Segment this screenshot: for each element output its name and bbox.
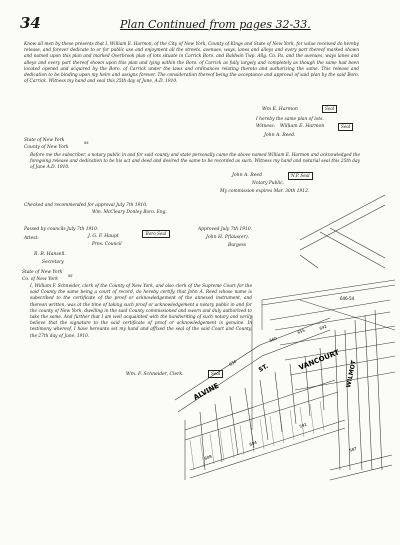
attest-label: Attest: [24,236,39,241]
owner-signature: Wm E. Harmon [262,107,298,112]
witness-name: John A. Reed. [264,133,296,138]
approved-date: Approved July 7th 1910. [198,227,253,232]
clerk-state: State of New York [22,270,63,275]
witness-signature: William E. Harmon [280,124,325,129]
lot-number: 634 [228,358,238,367]
street-label-alvine: ALVINE [192,381,221,402]
lot-number: 646-54 [340,296,355,301]
ack-paragraph: Before me the subscriber, a notary public in and for said county and state personally came the above named William E. Harmon and acknowledged the foregoing release and dedication to be his act and deed and desired the same to be recorded as such. Witness my hand and notarial seal this 25th day of June A.D. 1910. [30,153,360,171]
notary-seal: N.P. Seal [288,172,313,180]
ack-ss: ss [84,141,89,146]
engineer-signature: Wm. McCleary Donley Boro. Eng. [92,210,167,215]
checked-recommended: Checked and recommended for approval July 7th 1910. [24,203,148,208]
dedication-paragraph: Know all men by these presents that I, William E. Harmon, of the City of New York, County of Kings and State of New York, for value received do hereby release, and forever dedicate to or for public use and enjoyment all the streets, avenues, ways, lanes and alleys and every part thereof marked shown and named upon this plan and marked Overbrook plan of lots situate in Carrick Boro. and Baldwin Twp. Allg. Co. Pa. and the avenues, ways lanes and alleys and every part thereof shown upon this plan and lying within the Boro. of Carrick as fully largely and completely as though the same had been located opened and acquired by the Boro. of Carrick under the laws and ordinances relating thereto and authorizing the same. This release and dedication to be binding upon my heirs and assigns forever. The consideration thereof being the acceptance and approval of said plan by the said Boro. of Carrick. Witness my hand and seal this 25th day of June, A.D. 1910. [24,42,359,85]
secretary-title: Secretary [42,260,64,265]
passed-by-councils: Passed by councils July 7th 1910. [24,227,99,232]
burgess-signature: John H. Pflaus(er). [206,235,250,240]
street-label-vancourt: VANCOURT [297,348,341,372]
witness-seal: Seal [338,123,353,131]
lot-number: 660 [268,335,278,343]
lot-number: 608 [203,453,213,461]
notary-signature: John A. Reed [232,173,263,178]
notary-commission: My commission expires Mar. 30th 1912. [220,189,310,194]
lot-number: 604 [248,439,258,447]
witness-label: Witness: [256,124,276,129]
page-heading: Plan Continued from pages 32-33. [120,18,311,31]
street-label-wilmot: WILMOT [345,359,358,389]
clerk-ss: ss [68,274,73,279]
clerk-county: Co. of New York [22,277,58,282]
ack-state: State of New York [24,138,65,143]
notary-title: Notary Public. [252,181,285,186]
owner-seal: Seal [322,105,337,113]
secretary-signature: R. B. Hansell. [34,252,66,257]
clerk-paragraph: I, William F. Schneider, clerk of the County of New York, and also clerk of the Supreme Court for the said County the same being a court of record, do hereby certify, that John A. Reed whose name is subscribed to the certificate of the proof or acknowledgement of the annexed instrument, and thereon written, was at the time of taking such proof or acknowledgement a notary public in and for the county of New York, dwelling in the said County commissioned and sworn and duly authorized to take the same. And further that I am well acquainted with the handwriting of such notary and verily believe that the signature to the said certificate of proof or acknowledgement is genuine. In testimony whereof, I have hereunto set my hand and affixed the seal of the said Court and County, the 27th day of June, 1910. [30,284,252,339]
lot-number: 655 [296,327,306,335]
burgess-title: Burgess [228,243,247,248]
clerk-signature: Wm. F. Schneider, Clerk. [126,372,184,377]
clerk-seal: Seal [208,370,223,378]
council-president-signature: J. G. F. Haupt [88,234,119,239]
street-label-st: ST. [257,362,270,374]
lot-number: 642 [318,323,328,331]
ack-county: County of New York [24,145,69,150]
owner-certification: I hereby the same plan of lots. [256,117,324,122]
council-president-title: Pres. Council [92,242,122,247]
page-number: 34 [20,14,41,32]
lot-number: 587 [348,445,358,453]
boro-seal: Boro Seal [142,230,170,238]
lot-number: 591 [298,421,308,429]
